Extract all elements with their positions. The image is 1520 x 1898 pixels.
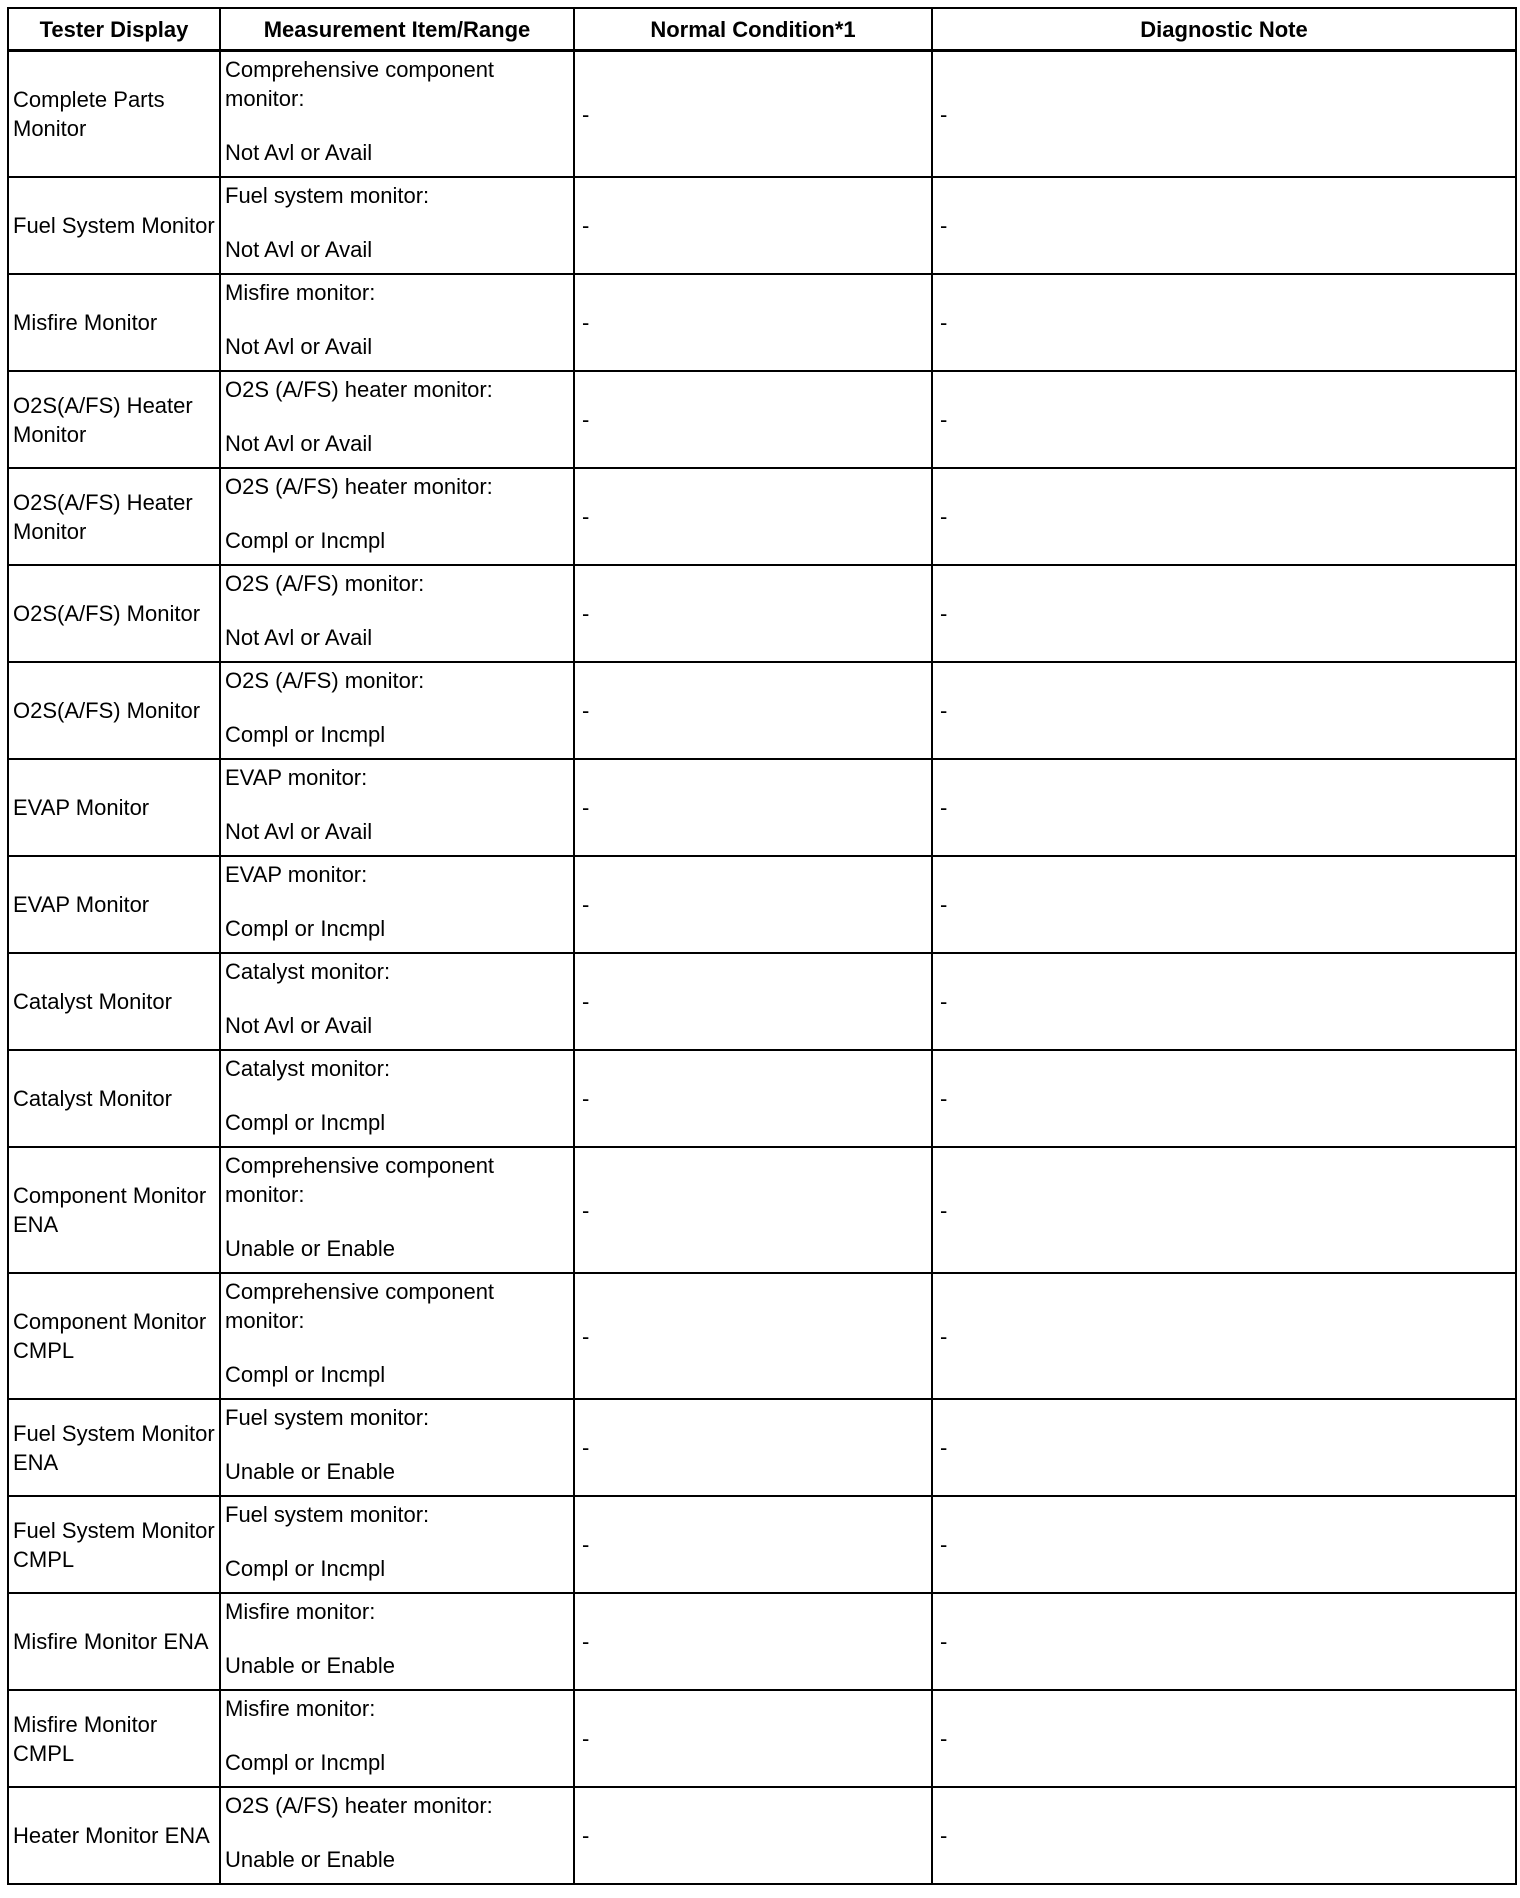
table-row xyxy=(8,371,1516,468)
normal-condition-cell: - xyxy=(574,1787,932,1884)
measurement-item-cell xyxy=(220,1147,574,1273)
measurement-spacer xyxy=(225,695,569,720)
measurement-item-text: Comprehensive component xyxy=(225,1153,495,1178)
measurement-spacer xyxy=(225,1529,569,1554)
measurement-range-text: Not Avl or Avail xyxy=(225,1013,373,1038)
tester-display-cell: Fuel System Monitor CMPL xyxy=(8,1496,220,1593)
measurement-range-text: Compl or Incmpl xyxy=(225,1362,386,1387)
normal-condition-cell: - xyxy=(574,1273,932,1399)
measurement-item-text: Misfire monitor: xyxy=(225,280,376,305)
normal-condition-cell: - xyxy=(574,1050,932,1147)
diagnostic-note-cell: - xyxy=(932,177,1516,274)
tester-display-cell: O2S(A/FS) Monitor xyxy=(8,662,220,759)
diagnostic-note-cell: - xyxy=(932,1496,1516,1593)
normal-condition-cell: - xyxy=(574,759,932,856)
measurement-spacer xyxy=(225,307,569,332)
measurement-spacer xyxy=(225,598,569,623)
measurement-range-text: Compl or Incmpl xyxy=(225,1556,386,1581)
measurement-item-text: Catalyst monitor: xyxy=(225,959,391,984)
measurement-item-cell xyxy=(220,662,574,759)
diagnostic-note-cell: - xyxy=(932,565,1516,662)
normal-condition-cell: - xyxy=(574,662,932,759)
monitor-data-table xyxy=(7,7,1517,1885)
table-body xyxy=(8,51,1516,1885)
measurement-range-text: Not Avl or Avail xyxy=(225,431,373,456)
normal-condition-cell: - xyxy=(574,177,932,274)
normal-condition-cell: - xyxy=(574,1496,932,1593)
measurement-spacer xyxy=(225,1335,569,1360)
measurement-item-cell xyxy=(220,1399,574,1496)
measurement-item-cell xyxy=(220,1496,574,1593)
normal-condition-cell: - xyxy=(574,1690,932,1787)
tester-display-cell: Misfire Monitor xyxy=(8,274,220,371)
diagnostic-note-cell: - xyxy=(932,1050,1516,1147)
header-normal-condition: Normal Condition*1 xyxy=(574,8,932,51)
normal-condition-cell: - xyxy=(574,565,932,662)
measurement-range-text: Compl or Incmpl xyxy=(225,1110,386,1135)
table-row xyxy=(8,1050,1516,1147)
normal-condition-cell: - xyxy=(574,468,932,565)
table-row xyxy=(8,274,1516,371)
diagnostic-note-cell: - xyxy=(932,856,1516,953)
table-row xyxy=(8,1787,1516,1884)
diagnostic-note-cell: - xyxy=(932,371,1516,468)
measurement-item-text: O2S (A/FS) monitor: xyxy=(225,668,425,693)
measurement-item-cell xyxy=(220,468,574,565)
diagnostic-note-cell: - xyxy=(932,468,1516,565)
table-row xyxy=(8,1496,1516,1593)
table-header-row xyxy=(8,8,1516,51)
header-tester-display: Tester Display xyxy=(8,8,220,51)
measurement-item-text: Fuel system monitor: xyxy=(225,1405,430,1430)
table-row xyxy=(8,177,1516,274)
diagnostic-note-cell: - xyxy=(932,1147,1516,1273)
measurement-item-text: O2S (A/FS) heater monitor: xyxy=(225,1793,493,1818)
table-row xyxy=(8,953,1516,1050)
measurement-item-text: Comprehensive component xyxy=(225,57,495,82)
measurement-item-text: Catalyst monitor: xyxy=(225,1056,391,1081)
tester-display-cell: EVAP Monitor xyxy=(8,759,220,856)
measurement-item-cell xyxy=(220,1273,574,1399)
measurement-spacer xyxy=(225,986,569,1011)
normal-condition-cell: - xyxy=(574,371,932,468)
measurement-spacer xyxy=(225,210,569,235)
measurement-spacer xyxy=(225,1083,569,1108)
measurement-range-text: Unable or Enable xyxy=(225,1653,396,1678)
normal-condition-cell: - xyxy=(574,856,932,953)
tester-display-cell: Component Monitor ENA xyxy=(8,1147,220,1273)
measurement-spacer xyxy=(225,1432,569,1457)
measurement-item-text: EVAP monitor: xyxy=(225,862,368,887)
measurement-range-text: Not Avl or Avail xyxy=(225,819,373,844)
measurement-item-cell xyxy=(220,1050,574,1147)
measurement-range-text: Not Avl or Avail xyxy=(225,625,373,650)
measurement-item-text: O2S (A/FS) monitor: xyxy=(225,571,425,596)
tester-display-cell: O2S(A/FS) Heater Monitor xyxy=(8,371,220,468)
measurement-item-cell xyxy=(220,759,574,856)
tester-display-cell: Catalyst Monitor xyxy=(8,953,220,1050)
tester-display-cell: Complete Parts Monitor xyxy=(8,51,220,178)
normal-condition-cell: - xyxy=(574,1593,932,1690)
diagnostic-note-cell: - xyxy=(932,953,1516,1050)
measurement-item-text: monitor: xyxy=(225,86,305,111)
table-row xyxy=(8,1273,1516,1399)
measurement-item-text: Fuel system monitor: xyxy=(225,183,430,208)
normal-condition-cell: - xyxy=(574,274,932,371)
header-diagnostic-note: Diagnostic Note xyxy=(932,8,1516,51)
measurement-item-text: monitor: xyxy=(225,1182,305,1207)
measurement-range-text: Compl or Incmpl xyxy=(225,722,386,747)
diagnostic-note-cell: - xyxy=(932,274,1516,371)
measurement-range-text: Unable or Enable xyxy=(225,1236,396,1261)
measurement-spacer xyxy=(225,404,569,429)
measurement-spacer xyxy=(225,1820,569,1845)
diagnostic-note-cell: - xyxy=(932,1273,1516,1399)
measurement-item-text: Fuel system monitor: xyxy=(225,1502,430,1527)
measurement-item-cell xyxy=(220,371,574,468)
table-row xyxy=(8,1147,1516,1273)
measurement-item-text: Misfire monitor: xyxy=(225,1696,376,1721)
tester-display-cell: Fuel System Monitor xyxy=(8,177,220,274)
measurement-range-text: Unable or Enable xyxy=(225,1847,396,1872)
measurement-spacer xyxy=(225,792,569,817)
measurement-spacer xyxy=(225,1626,569,1651)
measurement-item-text: Comprehensive component xyxy=(225,1279,495,1304)
table-row xyxy=(8,1399,1516,1496)
measurement-spacer xyxy=(225,501,569,526)
measurement-item-text: EVAP monitor: xyxy=(225,765,368,790)
tester-display-cell: O2S(A/FS) Monitor xyxy=(8,565,220,662)
table-row xyxy=(8,1593,1516,1690)
measurement-item-cell xyxy=(220,274,574,371)
header-measurement-item: Measurement Item/Range xyxy=(220,8,574,51)
normal-condition-cell: - xyxy=(574,1399,932,1496)
tester-display-cell: Heater Monitor ENA xyxy=(8,1787,220,1884)
measurement-item-cell xyxy=(220,177,574,274)
measurement-item-cell xyxy=(220,1690,574,1787)
diagnostic-note-cell: - xyxy=(932,662,1516,759)
measurement-item-cell xyxy=(220,565,574,662)
measurement-spacer xyxy=(225,1209,569,1234)
measurement-item-text: O2S (A/FS) heater monitor: xyxy=(225,377,493,402)
measurement-range-text: Compl or Incmpl xyxy=(225,916,386,941)
diagnostic-note-cell: - xyxy=(932,51,1516,178)
table-row xyxy=(8,1690,1516,1787)
measurement-range-text: Not Avl or Avail xyxy=(225,237,373,262)
table-row xyxy=(8,662,1516,759)
measurement-item-cell xyxy=(220,1593,574,1690)
measurement-item-text: O2S (A/FS) heater monitor: xyxy=(225,474,493,499)
measurement-range-text: Compl or Incmpl xyxy=(225,528,386,553)
measurement-item-text: monitor: xyxy=(225,1308,305,1333)
measurement-item-cell xyxy=(220,856,574,953)
table-row xyxy=(8,565,1516,662)
diagnostic-note-cell: - xyxy=(932,1399,1516,1496)
normal-condition-cell: - xyxy=(574,51,932,178)
measurement-item-cell xyxy=(220,1787,574,1884)
measurement-spacer xyxy=(225,113,569,138)
measurement-spacer xyxy=(225,1723,569,1748)
measurement-item-cell xyxy=(220,953,574,1050)
diagnostic-note-cell: - xyxy=(932,1593,1516,1690)
diagnostic-note-cell: - xyxy=(932,1787,1516,1884)
tester-display-cell: Misfire Monitor ENA xyxy=(8,1593,220,1690)
measurement-item-text: Misfire monitor: xyxy=(225,1599,376,1624)
measurement-range-text: Not Avl or Avail xyxy=(225,140,373,165)
table-row xyxy=(8,759,1516,856)
table-row xyxy=(8,856,1516,953)
measurement-range-text: Unable or Enable xyxy=(225,1459,396,1484)
diagnostic-note-cell: - xyxy=(932,759,1516,856)
table-row xyxy=(8,51,1516,178)
measurement-range-text: Not Avl or Avail xyxy=(225,334,373,359)
measurement-spacer xyxy=(225,889,569,914)
diagnostic-note-cell: - xyxy=(932,1690,1516,1787)
tester-display-cell: Component Monitor CMPL xyxy=(8,1273,220,1399)
tester-display-cell: Misfire Monitor CMPL xyxy=(8,1690,220,1787)
tester-display-cell: O2S(A/FS) Heater Monitor xyxy=(8,468,220,565)
measurement-item-cell xyxy=(220,51,574,178)
normal-condition-cell: - xyxy=(574,953,932,1050)
measurement-range-text: Compl or Incmpl xyxy=(225,1750,386,1775)
tester-display-cell: Fuel System Monitor ENA xyxy=(8,1399,220,1496)
table-row xyxy=(8,468,1516,565)
normal-condition-cell: - xyxy=(574,1147,932,1273)
tester-display-cell: EVAP Monitor xyxy=(8,856,220,953)
tester-display-cell: Catalyst Monitor xyxy=(8,1050,220,1147)
